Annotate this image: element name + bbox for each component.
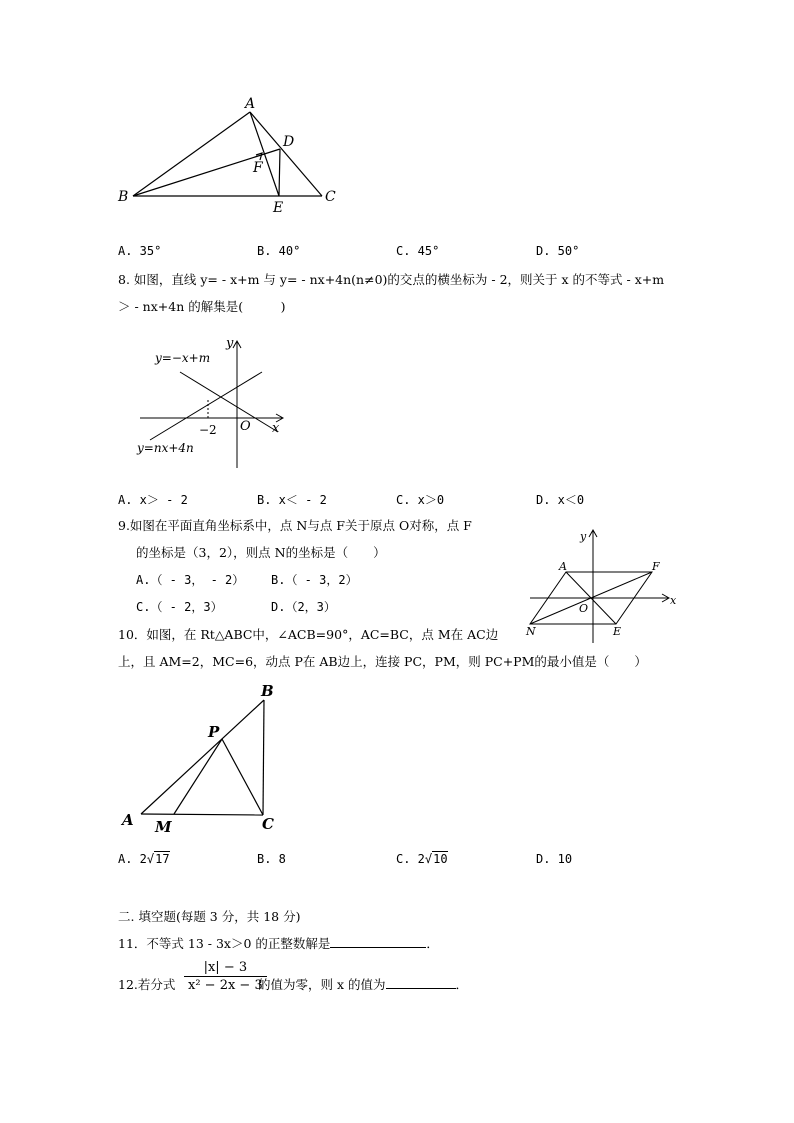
point-label-a-q10: A [122, 811, 134, 829]
point-label-o-q9: O [579, 602, 589, 615]
point-label-c: C [325, 189, 336, 205]
q7-option-b[interactable]: B. 40° [257, 244, 301, 258]
q12-fraction [184, 960, 267, 993]
q10-question-line1: 10．如图，在 Rt△ABC中，∠ACB=90°，AC=BC，点 M在 AC边 [118, 627, 499, 642]
fraction-numerator: |x| − 3 [203, 960, 248, 975]
point-label-a-q9: A [559, 560, 567, 573]
q11-text: 11．不等式 13 - 3x＞0 的正整数解是 [118, 936, 331, 951]
point-label-f-q9: F [652, 560, 660, 573]
y-axis-label: y [226, 336, 234, 351]
section-heading-fill-in: 二. 填空题(每题 3 分，共 18 分) [118, 909, 301, 924]
sqrt-icon: √ [146, 852, 155, 866]
point-label-n-q9: N [526, 625, 536, 638]
point-label-e: E [273, 200, 284, 216]
point-label-c-q10: C [262, 815, 274, 833]
q8-option-b[interactable]: B. x＜ - 2 [257, 493, 327, 507]
point-label-b-q10: B [261, 682, 274, 700]
q12-prefix: 12.若分式 [118, 977, 176, 992]
q9-option-a[interactable]: A.（ - 3， - 2） [136, 573, 245, 587]
x-axis-label-q9: x [670, 594, 677, 607]
line-label-a: y=−x+m [155, 351, 211, 365]
q9-option-b[interactable]: B.（ - 3，2） [271, 573, 358, 587]
q10-option-a-label: A. 2 [118, 852, 147, 866]
point-label-d: D [283, 134, 295, 150]
point-label-p-q10: P [208, 723, 220, 741]
q10-option-b[interactable]: B. 8 [257, 852, 286, 866]
q10-option-a[interactable] [118, 852, 170, 866]
q12-question [258, 975, 468, 993]
q8-option-a[interactable]: A. x＞ - 2 [118, 493, 188, 507]
q7-option-a[interactable]: A. 35° [118, 244, 162, 258]
q10-option-c-label: C. 2 [396, 852, 425, 866]
tick-label-minus2: −2 [199, 423, 217, 437]
q10-option-a-radicand: 17 [155, 852, 170, 866]
q12-text: 的值为零，则 x 的值为 [258, 977, 386, 992]
q12-answer-blank[interactable] [386, 976, 456, 989]
q7-option-d[interactable]: D. 50° [536, 244, 580, 258]
point-label-a: A [245, 96, 256, 112]
q10-question-line2: 上，且 AM=2，MC=6，动点 P在 AB边上，连接 PC，PM，则 PC+PM的最小值是（ ） [118, 654, 647, 669]
line-label-b: y=nx+4n [137, 441, 194, 455]
q9-question-line2: 的坐标是（3，2），则点 N的坐标是（ ） [136, 545, 386, 560]
q7-option-c[interactable]: C. 45° [396, 244, 440, 258]
q11-question [118, 934, 439, 952]
q9-option-d[interactable]: D.（2，3） [271, 600, 336, 614]
q12-period: ． [455, 977, 469, 992]
q10-option-c-radicand: 10 [433, 852, 448, 866]
q9-question-line1: 9.如图在平面直角坐标系中，点 N与点 F关于原点 O对称，点 F [118, 518, 472, 533]
q8-question-line1: 8. 如图，直线 y= - x+m 与 y= - nx+4n(n≠0)的交点的横坐标为 - 2，则关于 x 的不等式 - x+m [118, 272, 665, 287]
x-axis-label: x [272, 421, 280, 436]
point-label-m-q10: M [155, 818, 172, 836]
q9-option-c[interactable]: C.（ - 2，3） [136, 600, 223, 614]
q10-option-c[interactable] [396, 852, 448, 866]
point-label-e-q9: E [613, 625, 622, 638]
sqrt-icon: √ [424, 852, 433, 866]
q11-answer-blank[interactable] [330, 935, 426, 948]
fraction-denominator: x² − 2x − 3 [188, 978, 263, 993]
q8-option-c[interactable]: C. x＞0 [396, 493, 445, 507]
q11-period: ． [426, 936, 439, 951]
fraction-bar [184, 976, 267, 977]
q8-question-line2: ＞ - nx+4n 的解集是( ) [118, 299, 286, 314]
point-label-f: F [253, 160, 263, 176]
origin-label: O [240, 419, 251, 434]
q8-option-d[interactable]: D. x＜0 [536, 493, 585, 507]
point-label-b: B [118, 189, 129, 205]
y-axis-label-q9: y [580, 530, 587, 543]
q10-option-d[interactable]: D. 10 [536, 852, 573, 866]
